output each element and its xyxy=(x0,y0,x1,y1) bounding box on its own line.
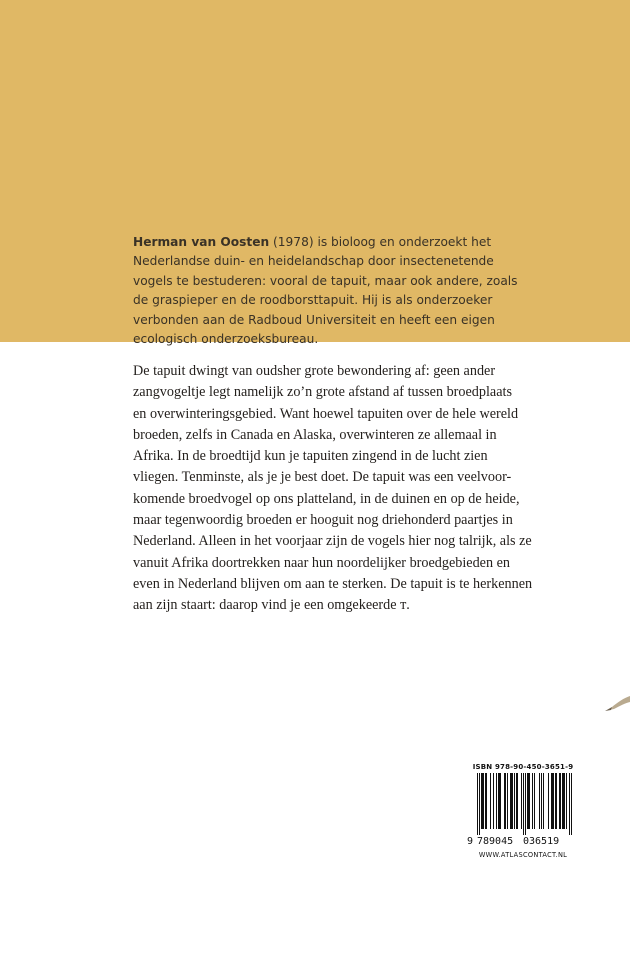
blurb-line: komende broedvogel op ons platteland, in de duinen en op de heide, xyxy=(133,490,520,507)
barcode-bar xyxy=(566,773,567,829)
barcode-bar xyxy=(539,773,540,829)
barcode-bar xyxy=(485,773,486,829)
barcode-bar xyxy=(564,773,565,829)
barcode-bar xyxy=(483,773,484,829)
barcode-bar xyxy=(562,773,563,829)
barcode-bar xyxy=(548,773,549,829)
barcode-bar xyxy=(507,773,508,829)
barcode-bar xyxy=(498,773,499,829)
blurb-line: vanuit Afrika doortrekken naar hun noordelijker broedgebieden en xyxy=(133,554,511,571)
author-bio-text: (1978) is bioloog en onderzoekt het Nederlandse duin- en heidelandschap door insectenetende vogels te bestuderen: vooral de tapuit, maar ook andere, zoals de graspieper en de roodborsttapuit. Hij is als onderzoeker verbonden aan de Radboud Universiteit en heeft een eigen ecologisch onderzoeksbureau. xyxy=(133,235,518,347)
barcode-bar xyxy=(523,773,524,835)
barcode-bar xyxy=(563,773,564,829)
barcode-bar xyxy=(512,773,513,829)
barcode-bar xyxy=(496,773,497,829)
barcode-bar xyxy=(559,773,560,829)
barcode-bar xyxy=(514,773,515,829)
barcode-bar xyxy=(525,773,526,835)
barcode-bar xyxy=(527,773,528,829)
isbn-label: ISBN 978-90-450-3651-9 xyxy=(472,763,574,771)
barcode-bar xyxy=(551,773,552,829)
barcode-bar xyxy=(517,773,518,829)
blurb-line: en overwinteringsgebied. Want hoewel tapuiten over de hele wereld xyxy=(133,405,519,422)
barcode-bar xyxy=(532,773,533,829)
blurb-line: Afrika. In de broedtijd kun je tapuiten zingend in de lucht zien xyxy=(133,448,488,465)
barcode-block xyxy=(467,762,579,859)
publisher-website: WWW.ATLASCONTACT.NL xyxy=(478,851,568,859)
barcode-bar xyxy=(529,773,530,829)
barcode-bar xyxy=(569,773,570,835)
back-cover-blurb xyxy=(133,361,573,617)
author-bio xyxy=(133,233,533,349)
blurb-line: De tapuit dwingt van oudsher grote bewondering af: geen ander xyxy=(133,363,496,379)
barcode-bar xyxy=(490,773,491,829)
barcode-bar xyxy=(486,773,487,829)
barcode-bar xyxy=(500,773,501,829)
blurb-line: even in Nederland blijven om aan te sterken. De tapuit is te herkennen xyxy=(133,575,533,592)
barcode-bar xyxy=(521,773,522,829)
barcode-bar xyxy=(571,773,572,835)
barcode-bar xyxy=(553,773,554,829)
barcode-bar xyxy=(534,773,535,829)
bird-illustration-fragment xyxy=(590,690,630,720)
barcode-bar xyxy=(499,773,500,829)
barcode-bar xyxy=(505,773,506,829)
barcode-bar xyxy=(541,773,542,829)
barcode-bar xyxy=(482,773,483,829)
blurb-line: vliegen. Tenminste, als je je best doet. De tapuit was een veelvoor- xyxy=(133,469,512,486)
barcode-bar xyxy=(477,773,478,835)
ean-barcode xyxy=(467,773,579,835)
barcode-bar xyxy=(528,773,529,829)
barcode-digits-left: 789045 xyxy=(477,836,514,847)
barcode-digit-first: 9 xyxy=(467,836,474,847)
blurb-line: Nederland. Alleen in het voorjaar zijn de vogels hier nog talrijk, als ze xyxy=(133,533,532,550)
barcode-bar xyxy=(481,773,482,829)
barcode-bar xyxy=(560,773,561,829)
blurb-line: aan zijn staart: daarop vind je een omgekeerde ᴛ. xyxy=(133,597,410,614)
blurb-line: broeden, zelfs in Canada en Alaska, overwinteren ze allemaal in xyxy=(133,426,497,443)
barcode-bar xyxy=(556,773,557,829)
barcode-bar xyxy=(552,773,553,829)
barcode-bar xyxy=(543,773,544,829)
author-name: Herman van Oosten xyxy=(133,235,270,249)
barcode-digits-right: 036519 xyxy=(523,836,560,847)
blurb-line: maar tegenwoordig broeden er hooguit nog driehonderd paartjes in xyxy=(133,512,513,529)
barcode-digits xyxy=(467,835,579,849)
barcode-bar xyxy=(504,773,505,829)
barcode-bar xyxy=(555,773,556,829)
barcode-bar xyxy=(493,773,494,829)
barcode-bar xyxy=(510,773,511,829)
barcode-bar xyxy=(516,773,517,829)
barcode-bar xyxy=(479,773,480,835)
barcode-bar xyxy=(511,773,512,829)
blurb-line: zangvogeltje legt namelijk zo’n grote afstand af tussen broedplaats xyxy=(133,384,512,401)
